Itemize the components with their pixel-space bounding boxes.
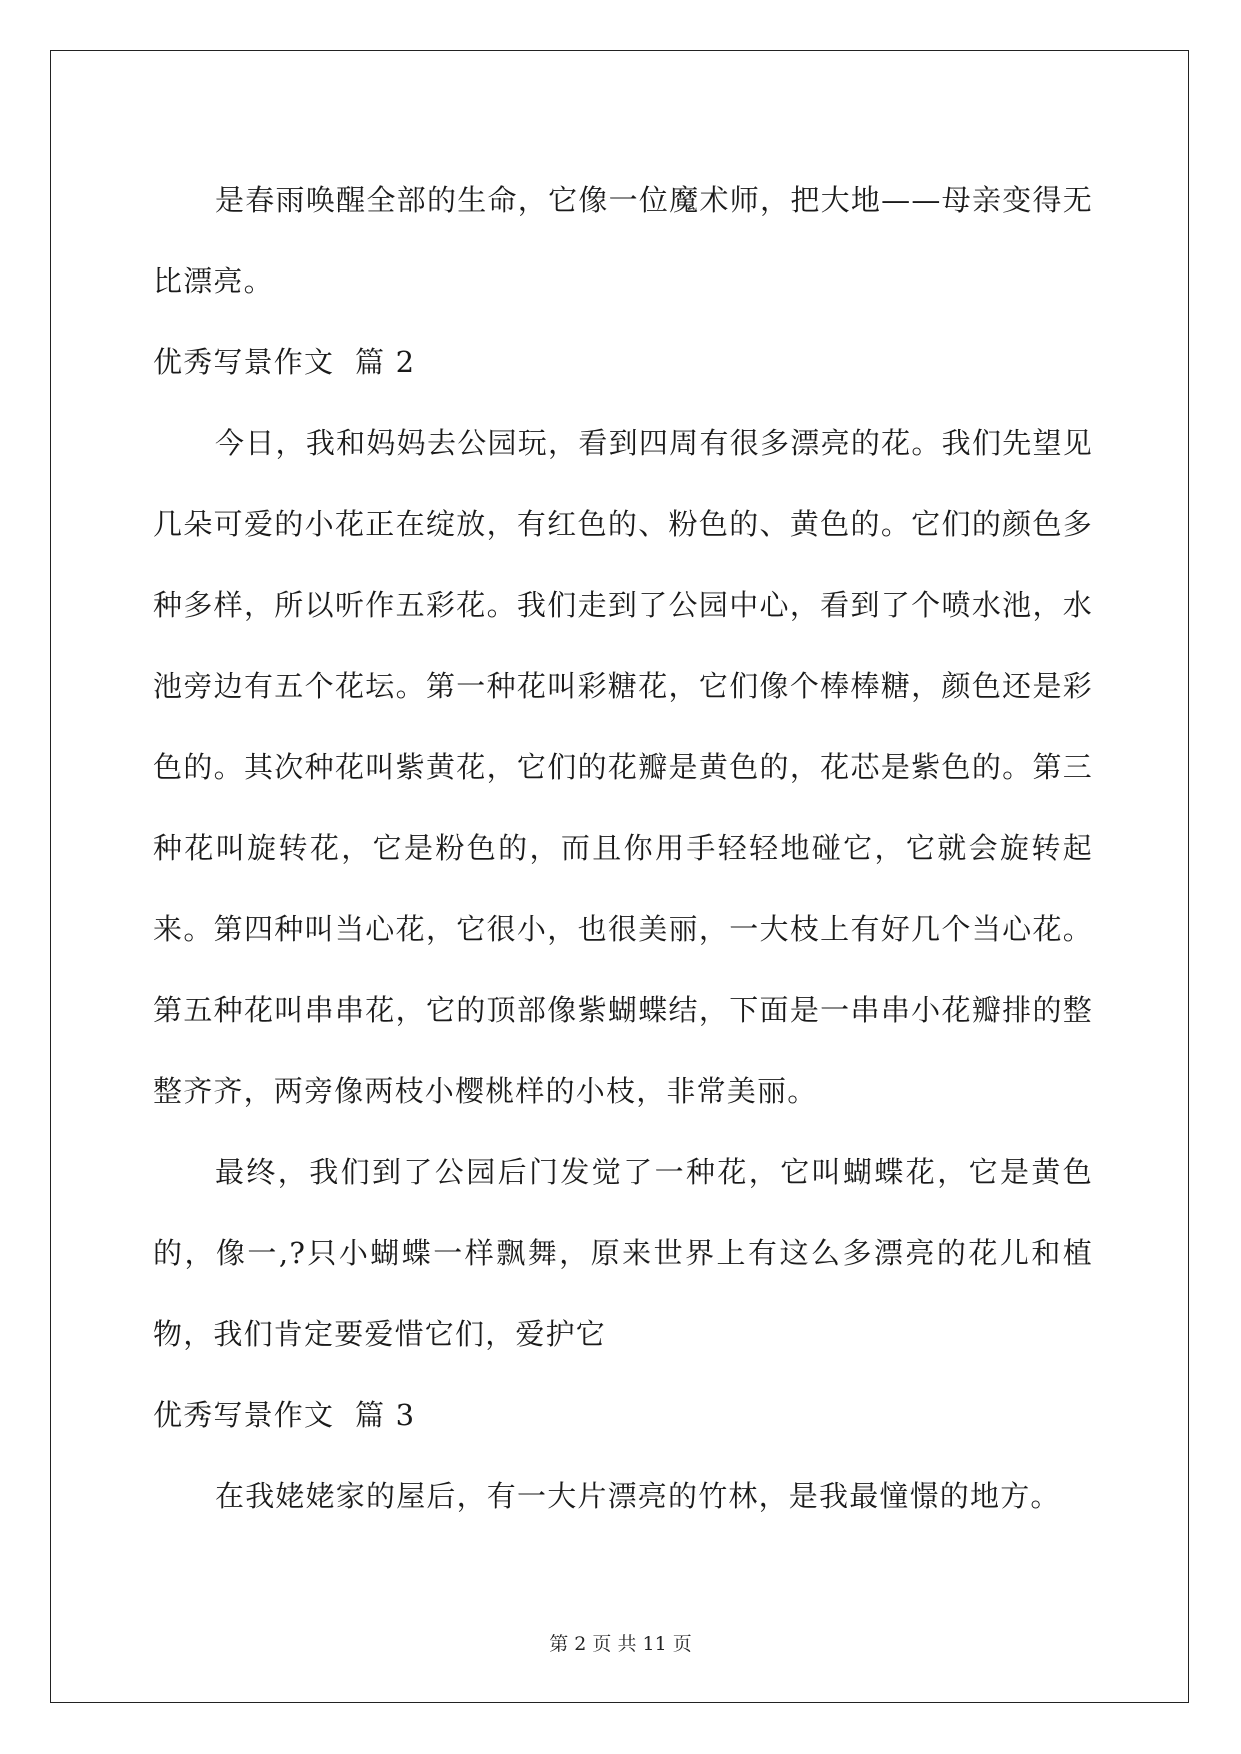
page-number-footer: 第 2 页 共 11 页 [549, 1633, 692, 1655]
section-heading: 优秀写景作文 篇 3 [153, 1398, 416, 1432]
paragraph: 是春雨唤醒全部的生命，它像一位魔术师，把大地——母亲变得无比漂亮。 [153, 183, 1093, 298]
paragraph: 最终，我们到了公园后门发觉了一种花，它叫蝴蝶花，它是黄色的，像一,?只小蝴蝶一样飘舞，原来世界上有这么多漂亮的花儿和植物，我们肯定要爱惜它们，爱护它 [153, 1155, 1093, 1351]
paragraph: 在我姥姥家的屋后，有一大片漂亮的竹林，是我最憧憬的地方。 [215, 1479, 1061, 1513]
paragraph: 今日，我和妈妈去公园玩，看到四周有很多漂亮的花。我们先望见几朵可爱的小花正在绽放，有红色的、粉色的、黄色的。它们的颜色多种多样，所以听作五彩花。我们走到了公园中心，看到了个喷水池，水池旁边有五个花坛。第一种花叫彩糖花，它们像个棒棒糖，颜色还是彩色的。其次种花叫紫黄花，它们的花瓣是黄色的，花芯是紫色的。第三种花叫旋转花，它是粉色的，而且你用手轻轻地碰它，它就会旋转起来。第四种叫当心花，它很小，也很美丽，一大枝上有好几个当心花。第五种花叫串串花，它的顶部像紫蝴蝶结，下面是一串串小花瓣排的整整齐齐，两旁像两枝小樱桃样的小枝，非常美丽。 [153, 426, 1093, 1108]
section-heading: 优秀写景作文 篇 2 [153, 345, 416, 379]
document-body [153, 160, 1093, 1537]
